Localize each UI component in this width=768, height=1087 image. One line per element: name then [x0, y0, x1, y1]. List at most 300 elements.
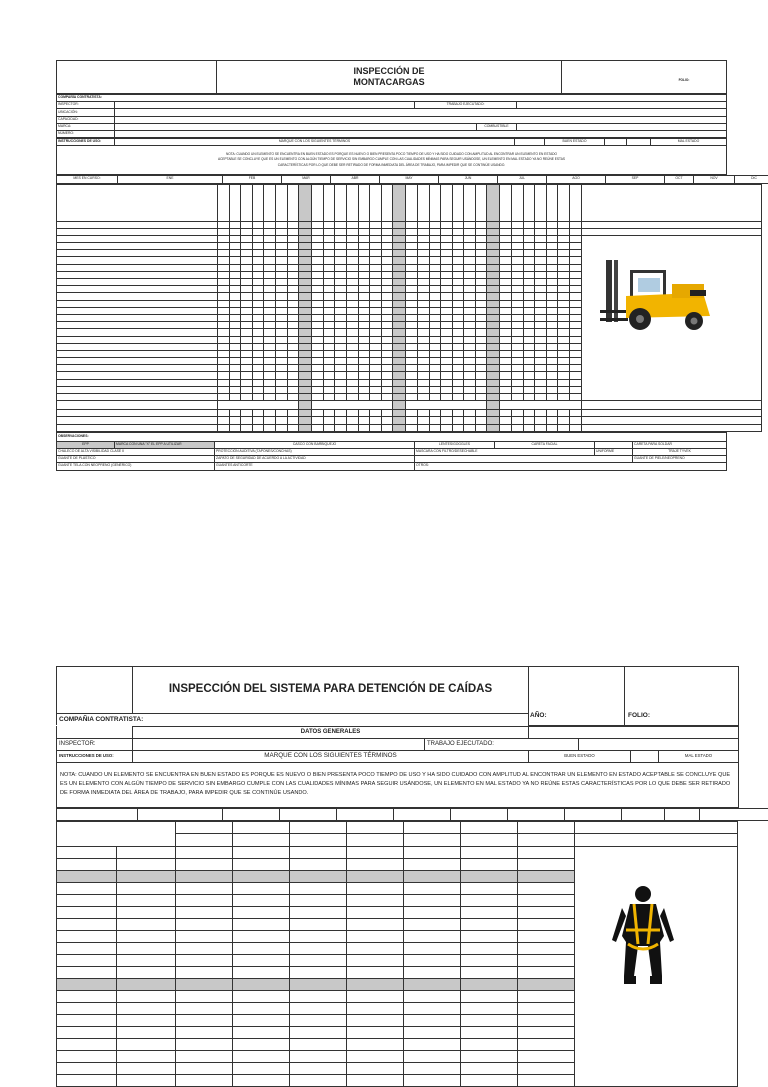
check-cell[interactable]	[275, 307, 287, 314]
firma-sup-seguridad[interactable]	[312, 401, 393, 410]
check-cell[interactable]	[500, 228, 512, 235]
check-cell[interactable]	[558, 372, 570, 379]
check-cell[interactable]	[464, 314, 476, 321]
check-cell[interactable]	[512, 350, 524, 357]
check-cell[interactable]	[518, 1074, 575, 1086]
check-cell[interactable]	[535, 293, 547, 300]
check-cell[interactable]	[406, 235, 418, 242]
check-cell[interactable]	[275, 286, 287, 293]
check-cell[interactable]	[546, 279, 558, 286]
check-cell[interactable]	[323, 424, 335, 431]
check-cell[interactable]	[381, 250, 393, 257]
check-cell[interactable]	[335, 350, 347, 357]
check-cell[interactable]	[475, 417, 487, 424]
check-cell[interactable]	[441, 358, 453, 365]
check-cell[interactable]	[287, 350, 299, 357]
check-cell[interactable]	[441, 343, 453, 350]
check-cell[interactable]	[312, 410, 324, 417]
check-cell[interactable]	[464, 228, 476, 235]
check-cell[interactable]	[464, 235, 476, 242]
check-cell[interactable]	[264, 293, 276, 300]
check-cell[interactable]	[558, 257, 570, 264]
check-cell[interactable]	[264, 300, 276, 307]
check-cell[interactable]	[452, 372, 464, 379]
check-cell[interactable]	[287, 336, 299, 343]
check-cell[interactable]	[335, 228, 347, 235]
check-cell[interactable]	[323, 322, 335, 329]
check-cell[interactable]	[241, 257, 253, 264]
check-cell[interactable]	[252, 286, 264, 293]
check-cell[interactable]	[370, 221, 382, 228]
check-cell[interactable]	[241, 250, 253, 257]
check-cell[interactable]	[546, 257, 558, 264]
check-cell[interactable]	[500, 307, 512, 314]
check-cell[interactable]	[417, 264, 429, 271]
inspector-field-2[interactable]	[133, 738, 425, 750]
check-cell[interactable]	[512, 300, 524, 307]
check-cell[interactable]	[381, 358, 393, 365]
check-cell[interactable]	[370, 235, 382, 242]
check-cell[interactable]	[406, 264, 418, 271]
check-cell[interactable]	[275, 235, 287, 242]
check-cell[interactable]	[290, 966, 347, 978]
check-cell[interactable]	[535, 286, 547, 293]
epp-proteccion-auditiva[interactable]: PROTECCIÓN AUDITIVA (TAPONES/CONCHAS)	[215, 448, 415, 455]
check-cell[interactable]	[500, 343, 512, 350]
check-cell[interactable]	[558, 329, 570, 336]
check-cell[interactable]	[335, 264, 347, 271]
check-cell[interactable]	[452, 410, 464, 417]
check-cell[interactable]	[347, 1074, 404, 1086]
check-cell[interactable]	[241, 410, 253, 417]
check-cell[interactable]	[500, 300, 512, 307]
check-cell[interactable]	[229, 379, 241, 386]
check-cell[interactable]	[475, 228, 487, 235]
check-cell[interactable]	[523, 286, 535, 293]
check-cell[interactable]	[512, 235, 524, 242]
check-cell[interactable]	[523, 307, 535, 314]
check-cell[interactable]	[252, 372, 264, 379]
check-cell[interactable]	[381, 379, 393, 386]
check-cell[interactable]	[523, 314, 535, 321]
check-cell[interactable]	[241, 279, 253, 286]
check-cell[interactable]	[264, 365, 276, 372]
check-cell[interactable]	[347, 846, 404, 858]
check-cell[interactable]	[500, 264, 512, 271]
check-cell[interactable]	[475, 314, 487, 321]
check-cell[interactable]	[512, 336, 524, 343]
check-cell[interactable]	[417, 358, 429, 365]
check-cell[interactable]	[264, 257, 276, 264]
check-cell[interactable]	[229, 336, 241, 343]
check-cell[interactable]	[417, 372, 429, 379]
check-cell[interactable]	[287, 417, 299, 424]
check-cell[interactable]	[417, 410, 429, 417]
check-cell[interactable]	[464, 329, 476, 336]
check-cell[interactable]	[264, 279, 276, 286]
check-cell[interactable]	[381, 314, 393, 321]
check-cell[interactable]	[523, 417, 535, 424]
check-cell[interactable]	[518, 894, 575, 906]
check-cell[interactable]	[229, 243, 241, 250]
check-cell[interactable]	[558, 343, 570, 350]
check-cell[interactable]	[335, 314, 347, 321]
check-cell[interactable]	[323, 235, 335, 242]
check-cell[interactable]	[546, 350, 558, 357]
month-feb[interactable]	[138, 808, 223, 820]
check-cell[interactable]	[287, 424, 299, 431]
check-cell[interactable]	[252, 271, 264, 278]
check-cell[interactable]	[406, 350, 418, 357]
check-cell[interactable]	[335, 336, 347, 343]
check-cell[interactable]	[535, 235, 547, 242]
check-cell[interactable]	[347, 990, 404, 1002]
check-cell[interactable]	[346, 250, 358, 257]
check-cell[interactable]	[452, 221, 464, 228]
month-sep[interactable]	[565, 808, 622, 820]
check-cell[interactable]	[546, 358, 558, 365]
check-cell[interactable]	[500, 322, 512, 329]
check-cell[interactable]	[252, 221, 264, 228]
check-cell[interactable]	[404, 954, 461, 966]
check-cell[interactable]	[290, 942, 347, 954]
check-cell[interactable]	[358, 307, 370, 314]
check-cell[interactable]	[264, 372, 276, 379]
check-cell[interactable]	[358, 279, 370, 286]
check-cell[interactable]	[441, 221, 453, 228]
check-cell[interactable]	[346, 300, 358, 307]
check-cell[interactable]	[290, 894, 347, 906]
check-cell[interactable]	[406, 314, 418, 321]
check-cell[interactable]	[358, 264, 370, 271]
check-cell[interactable]	[252, 264, 264, 271]
check-cell[interactable]	[264, 358, 276, 365]
check-cell[interactable]	[241, 372, 253, 379]
check-cell[interactable]	[518, 870, 575, 882]
check-cell[interactable]	[381, 271, 393, 278]
check-cell[interactable]	[381, 300, 393, 307]
fab-date-cell[interactable]	[116, 906, 176, 918]
check-cell[interactable]	[358, 293, 370, 300]
check-cell[interactable]	[452, 314, 464, 321]
check-cell[interactable]	[233, 1050, 290, 1062]
fab-date-cell[interactable]	[116, 1002, 176, 1014]
check-cell[interactable]	[558, 350, 570, 357]
check-cell[interactable]	[570, 329, 582, 336]
check-cell[interactable]	[346, 329, 358, 336]
check-cell[interactable]	[347, 930, 404, 942]
check-cell[interactable]	[406, 293, 418, 300]
check-cell[interactable]	[417, 235, 429, 242]
check-cell[interactable]	[264, 417, 276, 424]
check-cell[interactable]	[347, 1038, 404, 1050]
check-cell[interactable]	[441, 410, 453, 417]
check-cell[interactable]	[535, 417, 547, 424]
check-cell[interactable]	[335, 424, 347, 431]
check-cell[interactable]	[370, 228, 382, 235]
check-cell[interactable]	[535, 358, 547, 365]
check-cell[interactable]	[287, 286, 299, 293]
check-cell[interactable]	[429, 394, 441, 401]
check-cell[interactable]	[312, 307, 324, 314]
check-cell[interactable]	[461, 918, 518, 930]
check-cell[interactable]	[461, 930, 518, 942]
check-cell[interactable]	[312, 424, 324, 431]
check-cell[interactable]	[275, 314, 287, 321]
check-cell[interactable]	[241, 417, 253, 424]
check-cell[interactable]	[464, 257, 476, 264]
check-cell[interactable]	[312, 264, 324, 271]
check-cell[interactable]	[464, 307, 476, 314]
marca-field[interactable]	[115, 123, 477, 130]
check-cell[interactable]	[312, 394, 324, 401]
check-cell[interactable]	[558, 293, 570, 300]
check-cell[interactable]	[558, 336, 570, 343]
check-cell[interactable]	[264, 386, 276, 393]
check-cell[interactable]	[346, 314, 358, 321]
check-cell[interactable]	[404, 1062, 461, 1074]
check-cell[interactable]	[570, 424, 582, 431]
check-cell[interactable]	[218, 293, 230, 300]
check-cell[interactable]	[461, 966, 518, 978]
check-cell[interactable]	[287, 293, 299, 300]
check-cell[interactable]	[570, 417, 582, 424]
fab-date-cell[interactable]	[116, 1038, 176, 1050]
check-cell[interactable]	[290, 1062, 347, 1074]
check-cell[interactable]	[347, 1002, 404, 1014]
check-cell[interactable]	[233, 1026, 290, 1038]
check-cell[interactable]	[417, 221, 429, 228]
fab-date-cell[interactable]	[116, 1050, 176, 1062]
check-cell[interactable]	[176, 1014, 233, 1026]
check-cell[interactable]	[406, 221, 418, 228]
check-cell[interactable]	[370, 314, 382, 321]
check-cell[interactable]	[381, 394, 393, 401]
check-cell[interactable]	[523, 264, 535, 271]
check-cell[interactable]	[252, 379, 264, 386]
month-nov[interactable]	[665, 808, 700, 820]
check-cell[interactable]	[475, 358, 487, 365]
month-abr[interactable]	[280, 808, 337, 820]
check-cell[interactable]	[218, 250, 230, 257]
check-cell[interactable]	[347, 906, 404, 918]
check-cell[interactable]	[347, 1062, 404, 1074]
check-cell[interactable]	[218, 286, 230, 293]
check-cell[interactable]	[358, 221, 370, 228]
check-cell[interactable]	[417, 250, 429, 257]
check-cell[interactable]	[275, 228, 287, 235]
check-cell[interactable]	[406, 394, 418, 401]
check-cell[interactable]	[241, 235, 253, 242]
check-cell[interactable]	[570, 307, 582, 314]
check-cell[interactable]	[464, 279, 476, 286]
check-cell[interactable]	[241, 221, 253, 228]
check-cell[interactable]	[570, 235, 582, 242]
check-cell[interactable]	[429, 293, 441, 300]
check-cell[interactable]	[176, 918, 233, 930]
check-cell[interactable]	[512, 379, 524, 386]
check-cell[interactable]	[452, 394, 464, 401]
check-cell[interactable]	[518, 918, 575, 930]
check-cell[interactable]	[229, 271, 241, 278]
check-cell[interactable]	[558, 300, 570, 307]
check-cell[interactable]	[218, 336, 230, 343]
check-cell[interactable]	[475, 257, 487, 264]
fab-date-cell[interactable]	[116, 990, 176, 1002]
check-cell[interactable]	[264, 350, 276, 357]
check-cell[interactable]	[275, 417, 287, 424]
check-cell[interactable]	[346, 257, 358, 264]
check-cell[interactable]	[546, 417, 558, 424]
check-cell[interactable]	[500, 235, 512, 242]
check-cell[interactable]	[335, 358, 347, 365]
check-cell[interactable]	[290, 918, 347, 930]
check-cell[interactable]	[429, 386, 441, 393]
check-cell[interactable]	[176, 882, 233, 894]
check-cell[interactable]	[335, 279, 347, 286]
check-cell[interactable]	[512, 386, 524, 393]
firma-sup-seguridad[interactable]	[406, 401, 487, 410]
check-cell[interactable]	[417, 417, 429, 424]
check-cell[interactable]	[323, 417, 335, 424]
fab-date-cell[interactable]	[116, 942, 176, 954]
check-cell[interactable]	[233, 978, 290, 990]
check-cell[interactable]	[429, 336, 441, 343]
check-cell[interactable]	[241, 379, 253, 386]
check-cell[interactable]	[461, 1026, 518, 1038]
check-cell[interactable]	[370, 271, 382, 278]
check-cell[interactable]	[570, 379, 582, 386]
epp-guante-plastico[interactable]: GUANTE DE PLÁSTICO	[57, 456, 215, 463]
check-cell[interactable]	[512, 221, 524, 228]
check-cell[interactable]	[475, 410, 487, 417]
check-cell[interactable]	[518, 954, 575, 966]
check-cell[interactable]	[500, 329, 512, 336]
check-cell[interactable]	[535, 336, 547, 343]
check-cell[interactable]	[523, 279, 535, 286]
check-cell[interactable]	[441, 424, 453, 431]
check-cell[interactable]	[475, 394, 487, 401]
check-cell[interactable]	[558, 286, 570, 293]
check-cell[interactable]	[417, 300, 429, 307]
check-cell[interactable]	[500, 336, 512, 343]
check-cell[interactable]	[441, 365, 453, 372]
check-cell[interactable]	[475, 372, 487, 379]
check-cell[interactable]	[233, 990, 290, 1002]
check-cell[interactable]	[241, 424, 253, 431]
check-cell[interactable]	[358, 410, 370, 417]
check-cell[interactable]	[406, 279, 418, 286]
check-cell[interactable]	[512, 358, 524, 365]
check-cell[interactable]	[535, 329, 547, 336]
check-cell[interactable]	[218, 424, 230, 431]
check-cell[interactable]	[518, 882, 575, 894]
check-cell[interactable]	[452, 307, 464, 314]
check-cell[interactable]	[287, 358, 299, 365]
check-cell[interactable]	[241, 329, 253, 336]
check-cell[interactable]	[370, 410, 382, 417]
check-cell[interactable]	[429, 250, 441, 257]
check-cell[interactable]	[252, 358, 264, 365]
check-cell[interactable]	[218, 350, 230, 357]
check-cell[interactable]	[461, 942, 518, 954]
check-cell[interactable]	[406, 250, 418, 257]
check-cell[interactable]	[312, 386, 324, 393]
check-cell[interactable]	[381, 329, 393, 336]
check-cell[interactable]	[229, 417, 241, 424]
check-cell[interactable]	[252, 343, 264, 350]
check-cell[interactable]	[512, 329, 524, 336]
check-cell[interactable]	[404, 1026, 461, 1038]
check-cell[interactable]	[570, 293, 582, 300]
date-cell[interactable]	[404, 834, 461, 847]
check-cell[interactable]	[546, 394, 558, 401]
check-cell[interactable]	[335, 372, 347, 379]
check-cell[interactable]	[335, 221, 347, 228]
check-cell[interactable]	[546, 343, 558, 350]
check-cell[interactable]	[335, 410, 347, 417]
check-cell[interactable]	[452, 235, 464, 242]
check-cell[interactable]	[546, 314, 558, 321]
check-cell[interactable]	[518, 1014, 575, 1026]
check-cell[interactable]	[570, 358, 582, 365]
check-cell[interactable]	[475, 286, 487, 293]
check-cell[interactable]	[233, 870, 290, 882]
check-cell[interactable]	[264, 379, 276, 386]
check-cell[interactable]	[461, 954, 518, 966]
check-cell[interactable]	[312, 300, 324, 307]
check-cell[interactable]	[252, 322, 264, 329]
check-cell[interactable]	[323, 243, 335, 250]
check-cell[interactable]	[229, 286, 241, 293]
check-cell[interactable]	[512, 286, 524, 293]
check-cell[interactable]	[358, 271, 370, 278]
check-cell[interactable]	[404, 930, 461, 942]
check-cell[interactable]	[252, 279, 264, 286]
check-cell[interactable]	[323, 372, 335, 379]
check-cell[interactable]	[233, 954, 290, 966]
check-cell[interactable]	[417, 343, 429, 350]
check-cell[interactable]	[335, 257, 347, 264]
check-cell[interactable]	[264, 221, 276, 228]
check-cell[interactable]	[452, 329, 464, 336]
check-cell[interactable]	[570, 264, 582, 271]
check-cell[interactable]	[404, 990, 461, 1002]
check-cell[interactable]	[346, 336, 358, 343]
check-cell[interactable]	[275, 300, 287, 307]
check-cell[interactable]	[523, 293, 535, 300]
check-cell[interactable]	[535, 314, 547, 321]
check-cell[interactable]	[346, 307, 358, 314]
check-cell[interactable]	[323, 329, 335, 336]
check-cell[interactable]	[461, 1002, 518, 1014]
check-cell[interactable]	[406, 372, 418, 379]
check-cell[interactable]	[452, 365, 464, 372]
check-cell[interactable]	[475, 343, 487, 350]
check-cell[interactable]	[290, 1050, 347, 1062]
check-cell[interactable]	[229, 350, 241, 357]
check-cell[interactable]	[323, 286, 335, 293]
check-cell[interactable]	[229, 424, 241, 431]
check-cell[interactable]	[381, 350, 393, 357]
check-cell[interactable]	[229, 343, 241, 350]
check-cell[interactable]	[290, 1014, 347, 1026]
check-cell[interactable]	[323, 379, 335, 386]
check-cell[interactable]	[358, 365, 370, 372]
check-cell[interactable]	[229, 394, 241, 401]
date-cell[interactable]	[461, 834, 518, 847]
check-cell[interactable]	[464, 424, 476, 431]
